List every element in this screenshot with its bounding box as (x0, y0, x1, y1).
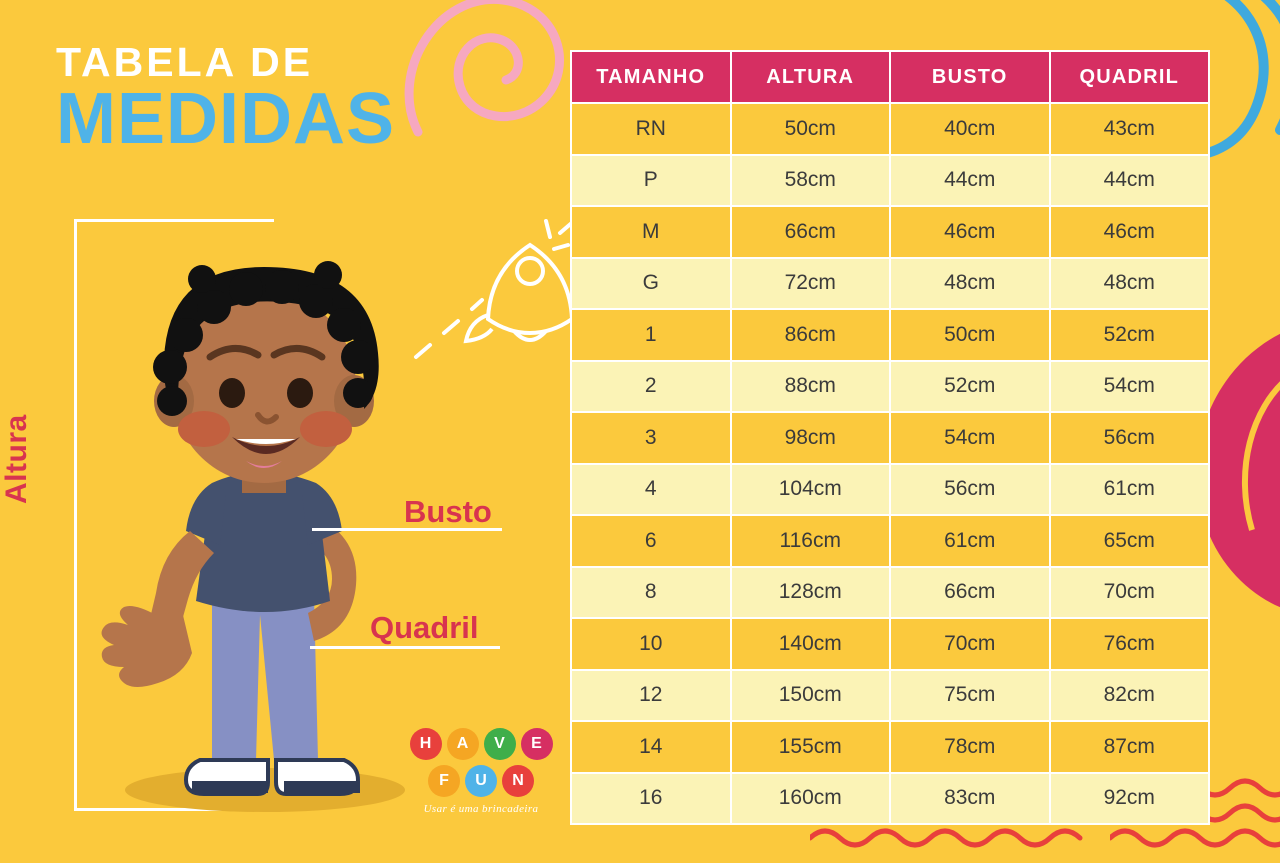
table-cell-quadril: 61cm (1050, 464, 1210, 516)
table-row (571, 515, 1209, 567)
table-cell-busto: 44cm (890, 155, 1050, 207)
table-cell-busto: 61cm (890, 515, 1050, 567)
title-line-2: MEDIDAS (56, 79, 396, 159)
table-cell-quadril: 56cm (1050, 412, 1210, 464)
table-header-row (571, 51, 1209, 103)
table-row (571, 155, 1209, 207)
table-row (571, 567, 1209, 619)
table-cell-altura: 160cm (731, 773, 891, 825)
table-cell-tamanho: 16 (571, 773, 731, 825)
table-cell-busto: 46cm (890, 206, 1050, 258)
table-row (571, 464, 1209, 516)
table-cell-busto: 50cm (890, 309, 1050, 361)
table-cell-quadril: 43cm (1050, 103, 1210, 155)
table-cell-quadril: 76cm (1050, 618, 1210, 670)
table-cell-altura: 128cm (731, 567, 891, 619)
title-line-1: TABELA DE (56, 39, 314, 85)
table-cell-busto: 70cm (890, 618, 1050, 670)
table-cell-tamanho: 8 (571, 567, 731, 619)
table-cell-busto: 56cm (890, 464, 1050, 516)
table-row (571, 773, 1209, 825)
table-cell-quadril: 82cm (1050, 670, 1210, 722)
table-cell-altura: 150cm (731, 670, 891, 722)
table-row (571, 103, 1209, 155)
label-altura: Altura (0, 414, 33, 504)
table-cell-altura: 50cm (731, 103, 891, 155)
size-chart (570, 50, 1210, 825)
logo-letter-n: N (502, 765, 534, 797)
table-cell-busto: 48cm (890, 258, 1050, 310)
table-cell-quadril: 65cm (1050, 515, 1210, 567)
table-cell-tamanho: 14 (571, 721, 731, 773)
table-row (571, 361, 1209, 413)
table-cell-tamanho: RN (571, 103, 731, 155)
table-cell-quadril: 70cm (1050, 567, 1210, 619)
table-cell-altura: 86cm (731, 309, 891, 361)
table-cell-altura: 140cm (731, 618, 891, 670)
page-title (56, 39, 396, 159)
label-quadril: Quadril (370, 610, 479, 645)
table-cell-busto: 83cm (890, 773, 1050, 825)
table-cell-tamanho: G (571, 258, 731, 310)
rocket-icon (410, 215, 580, 375)
table-cell-altura: 104cm (731, 464, 891, 516)
column-header-quadril: QUADRIL (1050, 51, 1210, 103)
column-header-altura: ALTURA (731, 51, 891, 103)
table-cell-quadril: 48cm (1050, 258, 1210, 310)
table-cell-altura: 116cm (731, 515, 891, 567)
table-cell-altura: 72cm (731, 258, 891, 310)
table-cell-tamanho: 6 (571, 515, 731, 567)
column-header-tamanho: TAMANHO (571, 51, 731, 103)
table-cell-busto: 52cm (890, 361, 1050, 413)
table-cell-altura: 98cm (731, 412, 891, 464)
table-cell-tamanho: 4 (571, 464, 731, 516)
logo-letter-v: V (484, 728, 516, 760)
table-cell-quadril: 46cm (1050, 206, 1210, 258)
table-row (571, 618, 1209, 670)
table-cell-tamanho: M (571, 206, 731, 258)
table-cell-busto: 75cm (890, 670, 1050, 722)
table-cell-quadril: 52cm (1050, 309, 1210, 361)
table-cell-altura: 88cm (731, 361, 891, 413)
table-cell-tamanho: P (571, 155, 731, 207)
logo-tagline: Usar é uma brincadeira (423, 803, 539, 815)
table-cell-tamanho: 2 (571, 361, 731, 413)
table-cell-busto: 54cm (890, 412, 1050, 464)
table-cell-altura: 66cm (731, 206, 891, 258)
logo-letter-u: U (465, 765, 497, 797)
table-cell-tamanho: 12 (571, 670, 731, 722)
table-row (571, 309, 1209, 361)
table-row (571, 670, 1209, 722)
illustration-panel (0, 0, 570, 853)
logo-row-2 (396, 765, 566, 797)
table-row (571, 412, 1209, 464)
table-cell-busto: 78cm (890, 721, 1050, 773)
table-row (571, 721, 1209, 773)
table-cell-altura: 155cm (731, 721, 891, 773)
table-row (571, 206, 1209, 258)
logo-row-1 (396, 728, 566, 760)
table-cell-quadril: 44cm (1050, 155, 1210, 207)
label-busto: Busto (404, 494, 492, 529)
table-cell-altura: 58cm (731, 155, 891, 207)
column-header-busto: BUSTO (890, 51, 1050, 103)
brand-logo (396, 728, 566, 828)
child-illustration (60, 215, 460, 815)
table-cell-tamanho: 1 (571, 309, 731, 361)
table-row (571, 258, 1209, 310)
logo-letter-f: F (428, 765, 460, 797)
quadril-leader-line (310, 646, 500, 649)
table-cell-quadril: 92cm (1050, 773, 1210, 825)
logo-letter-a: A (447, 728, 479, 760)
table-cell-quadril: 54cm (1050, 361, 1210, 413)
logo-letter-h: H (410, 728, 442, 760)
logo-letter-e: E (521, 728, 553, 760)
table-body (571, 103, 1209, 824)
table-cell-quadril: 87cm (1050, 721, 1210, 773)
measurements-table (570, 50, 1210, 825)
table-cell-busto: 40cm (890, 103, 1050, 155)
table-cell-busto: 66cm (890, 567, 1050, 619)
table-cell-tamanho: 3 (571, 412, 731, 464)
table-cell-tamanho: 10 (571, 618, 731, 670)
